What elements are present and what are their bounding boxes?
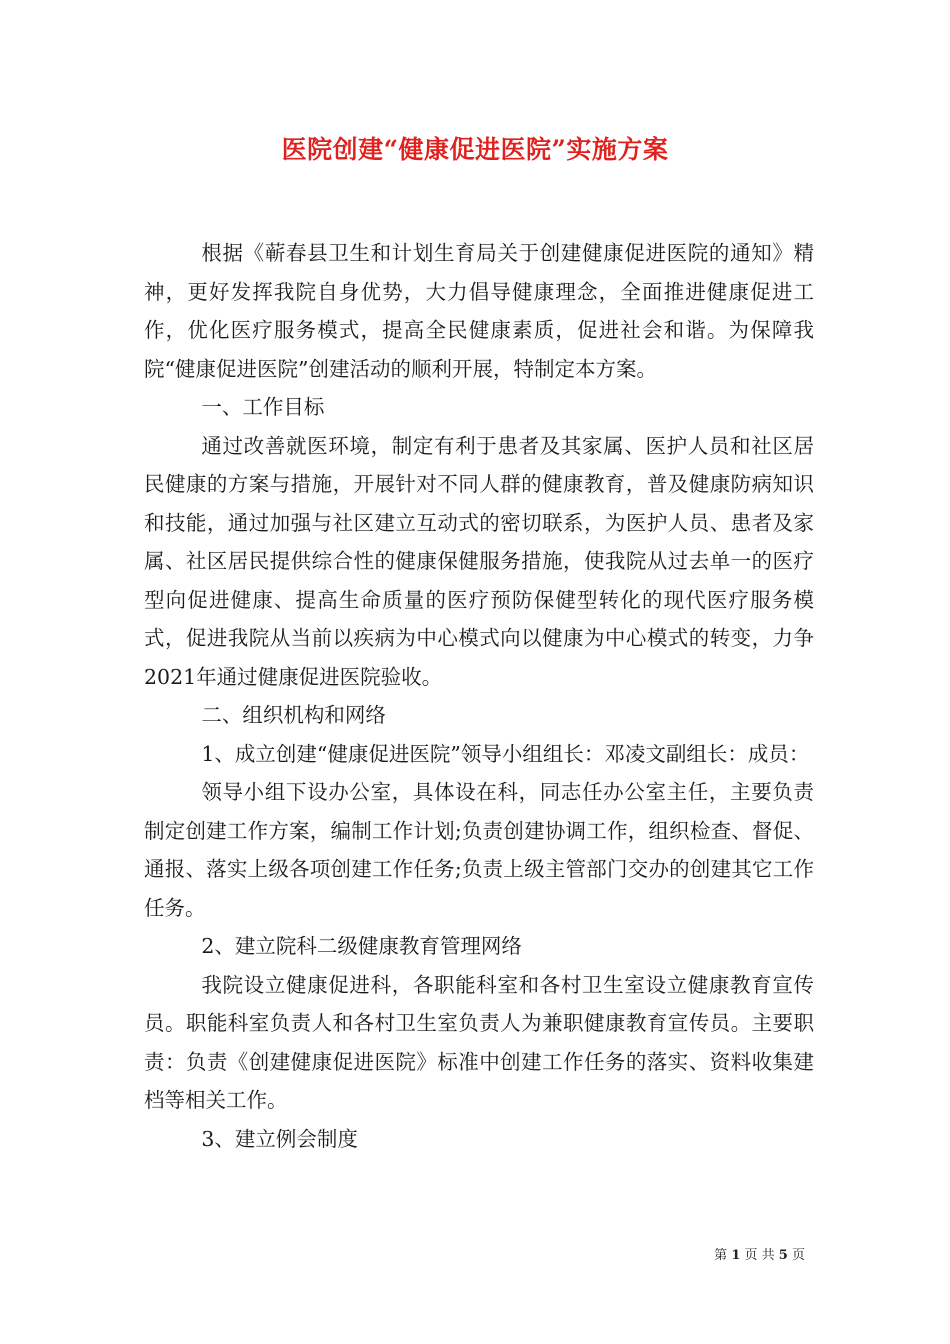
page-number-footer xyxy=(714,1247,805,1265)
paragraph-intro: 根据《蕲春县卫生和计划生育局关于创建健康促进医院的通知》精神，更好发挥我院自身优势，大力倡导健康理念，全面推进健康促进工作，优化医疗服务模式，提高全民健康素质，促进社会和谐。为保障我院“健康促进医院”创建活动的顺利开展，特制定本方案。 xyxy=(144,241,814,381)
footer-prefix: 第 xyxy=(714,1248,728,1263)
paragraph-leading-group: 1、成立创建“健康促进医院”领导小组组长：邓凌文副组长：成员： xyxy=(201,741,810,766)
paragraph-work-goals: 通过改善就医环境，制定有利于患者及其家属、医护人员和社区居民健康的方案与措施，开展针对不同人群的健康教育，普及健康防病知识和技能，通过加强与社区建立互动式的密切联系，为医护人员、患者及家属、社区居民提供综合性的健康保健服务措施，使我院从过去单一的医疗型向促进健康、提高生命质量的医疗预防保健型转化的现代医疗服务模式，促进我院从当前以疾病为中心模式向以健康为中心模式的转变，力争2021年通过健康促进医院验收。 xyxy=(144,433,814,689)
heading-organization: 二、组织机构和网络 xyxy=(201,703,386,727)
paragraph-network: 我院设立健康促进科，各职能科室和各村卫生室设立健康教育宣传员。职能科室负责人和各村卫生室负责人为兼职健康教育宣传员。主要职责：负责《创建健康促进医院》标准中创建工作任务的落实、资料收集建档等相关工作。 xyxy=(144,972,814,1112)
heading-work-goals: 一、工作目标 xyxy=(201,395,325,419)
footer-suffix: 页 xyxy=(791,1248,805,1263)
heading-meeting-system: 3、建立例会制度 xyxy=(201,1126,358,1151)
footer-middle: 页 共 xyxy=(744,1248,775,1263)
document-body xyxy=(144,234,814,1158)
paragraph-office: 领导小组下设办公室，具体设在科，同志任办公室主任，主要负责制定创建工作方案，编制工作计划;负责创建协调工作，组织检查、督促、通报、落实上级各项创建工作任务;负责上级主管部门交办的创建其它工作任务。 xyxy=(144,780,814,920)
footer-total-pages: 5 xyxy=(778,1248,788,1263)
document-title: 医院创建“健康促进医院”实施方案 xyxy=(281,135,669,164)
heading-network: 2、建立院科二级健康教育管理网络 xyxy=(201,934,522,958)
footer-current-page: 1 xyxy=(731,1248,741,1263)
